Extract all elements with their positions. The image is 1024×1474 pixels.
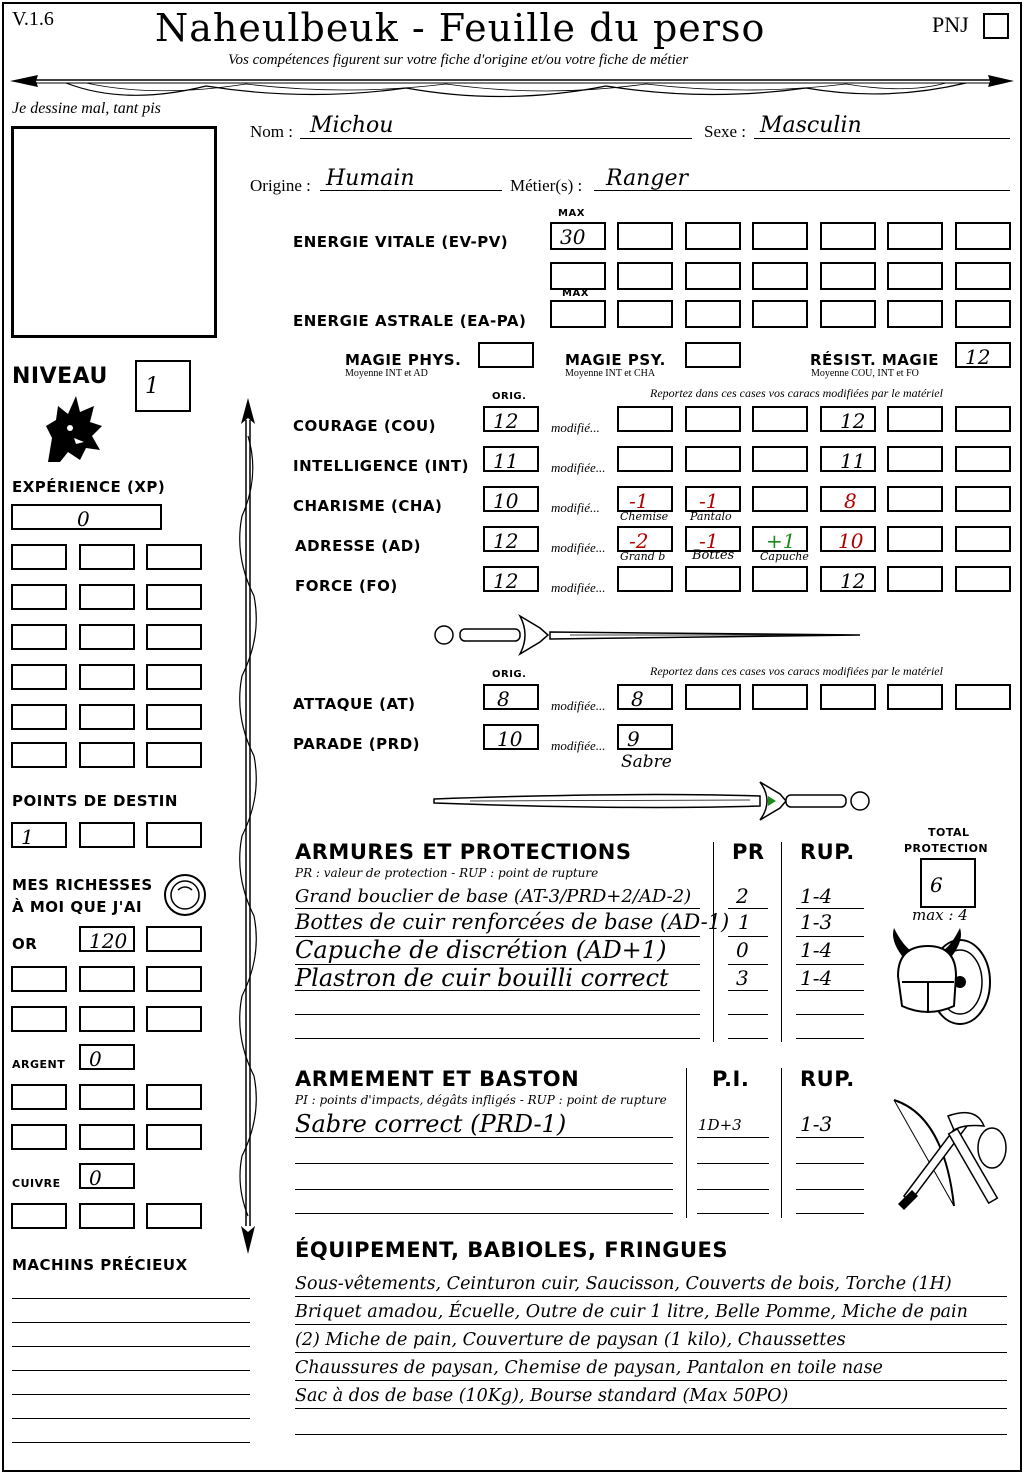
equipement-line[interactable]: Sous-vêtements, Ceinturon cuir, Saucisson, Couverts de bois, Torche (1H) xyxy=(295,1274,952,1294)
carac-orig-box[interactable]: 12 xyxy=(483,526,539,552)
ev-box[interactable] xyxy=(752,262,808,290)
metier-field[interactable]: Ranger xyxy=(606,166,688,191)
armure-pr[interactable]: 3 xyxy=(736,966,749,990)
xp-box[interactable] xyxy=(146,624,202,650)
armure-line xyxy=(728,908,768,909)
carac-orig-box[interactable]: 12 xyxy=(483,566,539,592)
ev-box[interactable] xyxy=(820,222,876,250)
ev-label: ENERGIE VITALE (EV-PV) xyxy=(293,233,509,251)
equipement-title: ÉQUIPEMENT, BABIOLES, FRINGUES xyxy=(295,1238,728,1262)
machins-line[interactable] xyxy=(12,1298,250,1299)
or-box[interactable] xyxy=(11,966,67,992)
carac-mod-note: Grand b xyxy=(620,550,666,563)
armure-rup[interactable]: 1-4 xyxy=(800,884,833,908)
argent-box[interactable] xyxy=(11,1084,67,1110)
ea-box[interactable] xyxy=(752,300,808,328)
armures-title: ARMURES ET PROTECTIONS xyxy=(295,840,632,864)
equipement-line[interactable]: Chaussures de paysan, Chemise de paysan, Pantalon en toile nase xyxy=(295,1358,883,1378)
armure-line xyxy=(796,908,864,909)
carac-final-box[interactable]: 11 xyxy=(820,446,876,472)
machins-line[interactable] xyxy=(12,1346,250,1347)
ev-box[interactable] xyxy=(617,222,673,250)
argent-label: ARGENT xyxy=(12,1058,66,1071)
xp-box[interactable] xyxy=(11,624,67,650)
equipement-rule xyxy=(295,1408,1007,1409)
carac-mod-box[interactable] xyxy=(887,486,943,512)
armure-name[interactable]: Capuche de discrétion (AD+1) xyxy=(295,936,667,964)
carac-mod-box[interactable] xyxy=(887,406,943,432)
xp-box[interactable] xyxy=(79,664,135,690)
carac-mod-box[interactable] xyxy=(887,446,943,472)
equipement-rule xyxy=(295,1352,1007,1353)
combat-modif-label: modifiée... xyxy=(551,698,606,713)
argent-box[interactable]: 0 xyxy=(79,1044,135,1070)
xp-box[interactable] xyxy=(11,664,67,690)
machins-label: MACHINS PRÉCIEUX xyxy=(12,1256,188,1274)
machins-line[interactable] xyxy=(12,1370,250,1371)
magie-phys-label: MAGIE PHYS. xyxy=(345,351,462,369)
equipement-line[interactable]: (2) Miche de pain, Couverture de paysan (1 kilo), Chaussettes xyxy=(295,1330,846,1350)
xp-box[interactable] xyxy=(146,544,202,570)
armure-line xyxy=(796,990,864,991)
armure-line xyxy=(295,1038,700,1039)
ea-box[interactable] xyxy=(887,300,943,328)
carac-label-int: INTELLIGENCE (INT) xyxy=(293,457,469,475)
carac-mod-box[interactable] xyxy=(685,406,741,432)
destin-box[interactable] xyxy=(79,822,135,848)
xp-box[interactable] xyxy=(11,742,67,768)
cuivre-box[interactable] xyxy=(79,1203,135,1229)
xp-box[interactable] xyxy=(146,584,202,610)
armure-pr[interactable]: 1 xyxy=(738,910,751,934)
argent-box[interactable] xyxy=(146,1084,202,1110)
xp-box[interactable] xyxy=(146,704,202,730)
experience-label: EXPÉRIENCE (XP) xyxy=(12,478,166,496)
magie-psy-box[interactable] xyxy=(685,342,741,368)
armures-col-divider xyxy=(781,842,782,1042)
nom-label: Nom : xyxy=(250,122,293,141)
armement-col-divider xyxy=(686,1068,687,1218)
or-box[interactable] xyxy=(146,1006,202,1032)
ea-max-label: MAX xyxy=(562,288,589,299)
combat-orig-box[interactable]: 8 xyxy=(483,684,539,710)
xp-box[interactable] xyxy=(146,664,202,690)
combat-mod-note: Sabre xyxy=(621,752,672,772)
magie-phys-box[interactable] xyxy=(478,342,534,368)
combat-modif-label: modifiée... xyxy=(551,738,606,753)
armure-rup[interactable]: 1-4 xyxy=(800,966,833,990)
carac-mod-box[interactable] xyxy=(617,566,673,592)
pnj-label: PNJ xyxy=(932,12,969,37)
carac-modif-label: modifiée... xyxy=(551,580,606,595)
armure-rup[interactable]: 1-4 xyxy=(800,938,833,962)
sheet-title: Naheulbeuk - Feuille du perso xyxy=(155,6,766,50)
carac-mod-box[interactable] xyxy=(752,406,808,432)
armement-sub: PI : points d'impacts, dégâts infligés - RUP : point de rupture xyxy=(295,1093,667,1107)
ev-box[interactable] xyxy=(820,262,876,290)
or-box[interactable]: 120 xyxy=(79,926,135,952)
helmet-shield-icon xyxy=(888,926,1000,1030)
argent-box[interactable] xyxy=(11,1124,67,1150)
total-protection-box[interactable]: 6 xyxy=(920,858,976,908)
nom-field[interactable]: Michou xyxy=(310,113,394,138)
ev-box[interactable] xyxy=(955,222,1011,250)
sexe-field[interactable]: Masculin xyxy=(760,113,862,138)
or-box[interactable] xyxy=(79,966,135,992)
total-protection-label-2: PROTECTION xyxy=(904,842,989,855)
armure-line xyxy=(295,908,700,909)
arme-line xyxy=(697,1213,769,1214)
sheet-subtitle: Vos compétences figurent sur votre fiche d'origine et/ou votre fiche de métier xyxy=(228,52,689,68)
combat-label-at: ATTAQUE (AT) xyxy=(293,695,416,713)
ev-box[interactable] xyxy=(685,262,741,290)
combat-label-prd: PARADE (PRD) xyxy=(293,735,421,753)
weapons-icon xyxy=(884,1096,1012,1214)
carac-mod-note: Bottes xyxy=(692,548,735,563)
coin-icon xyxy=(162,872,208,918)
ea-box[interactable] xyxy=(617,300,673,328)
resist-magie-box[interactable]: 12 xyxy=(955,342,1011,368)
carac-label-cha: CHARISME (CHA) xyxy=(293,497,443,515)
sword-ornament xyxy=(430,778,876,824)
carac-mod-box[interactable]: +1 xyxy=(752,526,808,552)
carac-label-fo: FORCE (FO) xyxy=(295,577,398,595)
carac-mod-box[interactable]: -2 xyxy=(617,526,673,552)
xp-box[interactable] xyxy=(79,704,135,730)
combat-mod-box[interactable] xyxy=(887,684,943,710)
ea-max-box[interactable] xyxy=(550,300,606,328)
armure-line xyxy=(728,1014,768,1015)
carac-mod-box[interactable] xyxy=(955,406,1011,432)
ev-box[interactable] xyxy=(955,262,1011,290)
arme-line xyxy=(796,1213,864,1214)
armure-line xyxy=(796,964,864,965)
ea-box[interactable] xyxy=(955,300,1011,328)
sexe-label: Sexe : xyxy=(704,122,747,141)
carac-mod-box[interactable]: -1 xyxy=(617,486,673,512)
armure-line xyxy=(295,990,700,991)
version-label: V.1.6 xyxy=(12,8,54,30)
experience-box[interactable]: 0 xyxy=(11,504,162,530)
arme-line xyxy=(697,1189,769,1190)
machins-line[interactable] xyxy=(12,1322,250,1323)
arme-line xyxy=(796,1137,864,1138)
magie-psy-sub: Moyenne INT et CHA xyxy=(565,368,656,379)
arme-line xyxy=(295,1163,673,1164)
arme-line xyxy=(295,1189,673,1190)
armure-line xyxy=(295,1014,700,1015)
report-header: Reportez dans ces cases vos caracs modifiées par le matériel xyxy=(650,386,943,400)
metier-label: Métier(s) : xyxy=(510,176,583,195)
carac-mod-box[interactable] xyxy=(685,566,741,592)
ev-max-box[interactable]: 30 xyxy=(550,222,606,250)
combat-mod-box[interactable] xyxy=(955,684,1011,710)
equipement-line[interactable]: Briquet amadou, Écuelle, Outre de cuir 1 litre, Belle Pomme, Miche de pain xyxy=(295,1302,968,1322)
machins-line[interactable] xyxy=(12,1418,250,1419)
total-protection-max: max : 4 xyxy=(912,906,968,924)
carac-mod-box[interactable] xyxy=(752,446,808,472)
armure-line xyxy=(728,1038,768,1039)
portrait-box[interactable] xyxy=(11,126,217,338)
ev-box[interactable] xyxy=(685,222,741,250)
niveau-box[interactable]: 1 xyxy=(135,360,191,412)
carac-final-box[interactable]: 12 xyxy=(820,406,876,432)
carac-mod-box[interactable] xyxy=(955,566,1011,592)
arme-line xyxy=(796,1163,864,1164)
carac-final-box[interactable]: 8 xyxy=(820,486,876,512)
combat-orig-box[interactable]: 10 xyxy=(483,724,539,750)
orig-header-combat: ORIG. xyxy=(492,669,527,680)
carac-final-box[interactable]: 12 xyxy=(820,566,876,592)
ev-box[interactable] xyxy=(887,222,943,250)
arme-rup[interactable]: 1-3 xyxy=(800,1112,833,1136)
carac-mod-box[interactable]: -1 xyxy=(685,486,741,512)
argent-box[interactable] xyxy=(146,1124,202,1150)
machins-line[interactable] xyxy=(12,1394,250,1395)
report-header-combat: Reportez dans ces cases vos caracs modifiées par le matériel xyxy=(650,664,943,678)
equipement-rule xyxy=(295,1296,1007,1297)
orig-header: ORIG. xyxy=(492,391,527,402)
combat-mod-box[interactable] xyxy=(752,684,808,710)
destin-box[interactable]: 1 xyxy=(11,822,67,848)
armure-name[interactable]: Plastron de cuir bouilli correct xyxy=(295,964,669,992)
armure-rup[interactable]: 1-3 xyxy=(800,910,833,934)
armure-pr[interactable]: 0 xyxy=(736,938,749,962)
machins-line[interactable] xyxy=(12,1442,250,1443)
xp-box[interactable] xyxy=(79,624,135,650)
carac-mod-box[interactable] xyxy=(685,446,741,472)
xp-box[interactable] xyxy=(146,742,202,768)
carac-modif-label: modifié... xyxy=(551,500,600,515)
ev-box[interactable] xyxy=(887,262,943,290)
magie-phys-sub: Moyenne INT et AD xyxy=(345,368,428,379)
carac-mod-box[interactable] xyxy=(617,406,673,432)
carac-final-box[interactable]: 10 xyxy=(820,526,876,552)
carac-modif-label: modifiée... xyxy=(551,460,606,475)
cuivre-box[interactable] xyxy=(11,1203,67,1229)
or-box[interactable] xyxy=(79,1006,135,1032)
armures-sub: PR : valeur de protection - RUP : point de rupture xyxy=(295,866,599,880)
arme-pi[interactable]: 1D+3 xyxy=(698,1116,742,1134)
carac-orig-box[interactable]: 12 xyxy=(483,406,539,432)
carac-mod-box[interactable] xyxy=(955,486,1011,512)
resist-magie-sub: Moyenne COU, INT et FO xyxy=(811,368,919,379)
armure-line xyxy=(728,964,768,965)
carac-mod-note: Pantalo xyxy=(690,510,732,523)
armure-line xyxy=(796,1038,864,1039)
xp-box[interactable] xyxy=(79,544,135,570)
ea-box[interactable] xyxy=(685,300,741,328)
armement-col-pi: P.I. xyxy=(712,1067,750,1091)
arme-line xyxy=(697,1137,769,1138)
origine-label: Origine : xyxy=(250,176,311,195)
or-box[interactable] xyxy=(146,926,202,952)
origine-field[interactable]: Humain xyxy=(326,166,415,191)
armement-col-divider xyxy=(781,1068,782,1218)
arme-line xyxy=(796,1189,864,1190)
armure-line xyxy=(728,936,768,937)
pnj-checkbox[interactable] xyxy=(983,13,1009,39)
or-box[interactable] xyxy=(11,1006,67,1032)
armure-line xyxy=(728,990,768,991)
or-box[interactable] xyxy=(146,966,202,992)
combat-mod-box[interactable]: 9 xyxy=(617,724,673,750)
carac-orig-box[interactable]: 11 xyxy=(483,446,539,472)
destin-box[interactable] xyxy=(146,822,202,848)
carac-mod-box[interactable] xyxy=(752,486,808,512)
armures-col-pr: PR xyxy=(732,840,765,864)
ev-box[interactable] xyxy=(550,262,606,290)
xp-box[interactable] xyxy=(79,742,135,768)
resist-magie-label: RÉSIST. MAGIE xyxy=(810,351,940,369)
armure-pr[interactable]: 2 xyxy=(736,884,749,908)
armure-name[interactable]: Bottes de cuir renforcées de base (AD-1) xyxy=(295,910,730,934)
sword-ornament xyxy=(430,612,876,658)
carac-mod-box[interactable] xyxy=(887,526,943,552)
equipement-line[interactable]: Sac à dos de base (10Kg), Bourse standard (Max 50PO) xyxy=(295,1386,789,1406)
armement-title: ARMEMENT ET BASTON xyxy=(295,1067,580,1091)
ea-label: ENERGIE ASTRALE (EA-PA) xyxy=(293,312,527,330)
combat-mod-box[interactable] xyxy=(820,684,876,710)
total-protection-label: TOTAL xyxy=(928,826,970,839)
cuivre-box[interactable]: 0 xyxy=(79,1163,135,1189)
arme-name[interactable]: Sabre correct (PRD-1) xyxy=(295,1110,567,1138)
or-label: OR xyxy=(12,935,38,953)
combat-mod-box[interactable]: 8 xyxy=(617,684,673,710)
nom-line xyxy=(300,138,692,139)
magie-psy-label: MAGIE PSY. xyxy=(565,351,666,369)
xp-box[interactable] xyxy=(79,584,135,610)
carac-modif-label: modifiée... xyxy=(551,540,606,555)
argent-box[interactable] xyxy=(79,1124,135,1150)
armures-col-divider xyxy=(713,842,714,1042)
combat-mod-box[interactable] xyxy=(685,684,741,710)
armure-line xyxy=(796,1014,864,1015)
carac-mod-box[interactable] xyxy=(617,446,673,472)
ev-max-label: MAX xyxy=(558,208,585,219)
armures-col-rup: RUP. xyxy=(800,840,855,864)
carac-mod-box[interactable]: -1 xyxy=(685,526,741,552)
carac-mod-note: Capuche xyxy=(760,550,809,563)
ev-box[interactable] xyxy=(752,222,808,250)
carac-modif-label: modifié... xyxy=(551,420,600,435)
niveau-label: NIVEAU xyxy=(12,364,108,389)
xp-box[interactable] xyxy=(11,704,67,730)
equipement-rule xyxy=(295,1380,1007,1381)
arme-line xyxy=(295,1137,673,1138)
armure-name[interactable]: Grand bouclier de base (AT-3/PRD+2/AD-2) xyxy=(295,886,692,907)
arme-line xyxy=(295,1213,673,1214)
arme-line xyxy=(697,1163,769,1164)
destin-label: POINTS DE DESTIN xyxy=(12,792,178,810)
equipement-rule xyxy=(295,1434,1007,1435)
xp-box[interactable] xyxy=(11,544,67,570)
ea-box[interactable] xyxy=(820,300,876,328)
armement-col-rup: RUP. xyxy=(800,1067,855,1091)
carac-mod-box[interactable] xyxy=(955,526,1011,552)
argent-box[interactable] xyxy=(79,1084,135,1110)
carac-orig-box[interactable]: 10 xyxy=(483,486,539,512)
equipement-rule xyxy=(295,1324,1007,1325)
carac-mod-box[interactable] xyxy=(752,566,808,592)
spear-ornament xyxy=(228,396,268,1256)
carac-mod-note: Chemise xyxy=(620,510,669,523)
carac-label-ad: ADRESSE (AD) xyxy=(295,537,422,555)
xp-box[interactable] xyxy=(11,584,67,610)
carac-mod-box[interactable] xyxy=(887,566,943,592)
carac-label-cou: COURAGE (COU) xyxy=(293,417,437,435)
ev-box[interactable] xyxy=(617,262,673,290)
richesses-label: MES RICHESSES xyxy=(12,876,153,894)
sexe-line xyxy=(754,138,1010,139)
cuivre-label: CUIVRE xyxy=(12,1177,61,1190)
richesses-label-2: À MOI QUE J'AI xyxy=(12,898,143,916)
dragon-icon xyxy=(40,392,106,464)
portrait-label: Je dessine mal, tant pis xyxy=(12,100,161,117)
carac-mod-box[interactable] xyxy=(955,446,1011,472)
cuivre-box[interactable] xyxy=(146,1203,202,1229)
armure-line xyxy=(796,936,864,937)
